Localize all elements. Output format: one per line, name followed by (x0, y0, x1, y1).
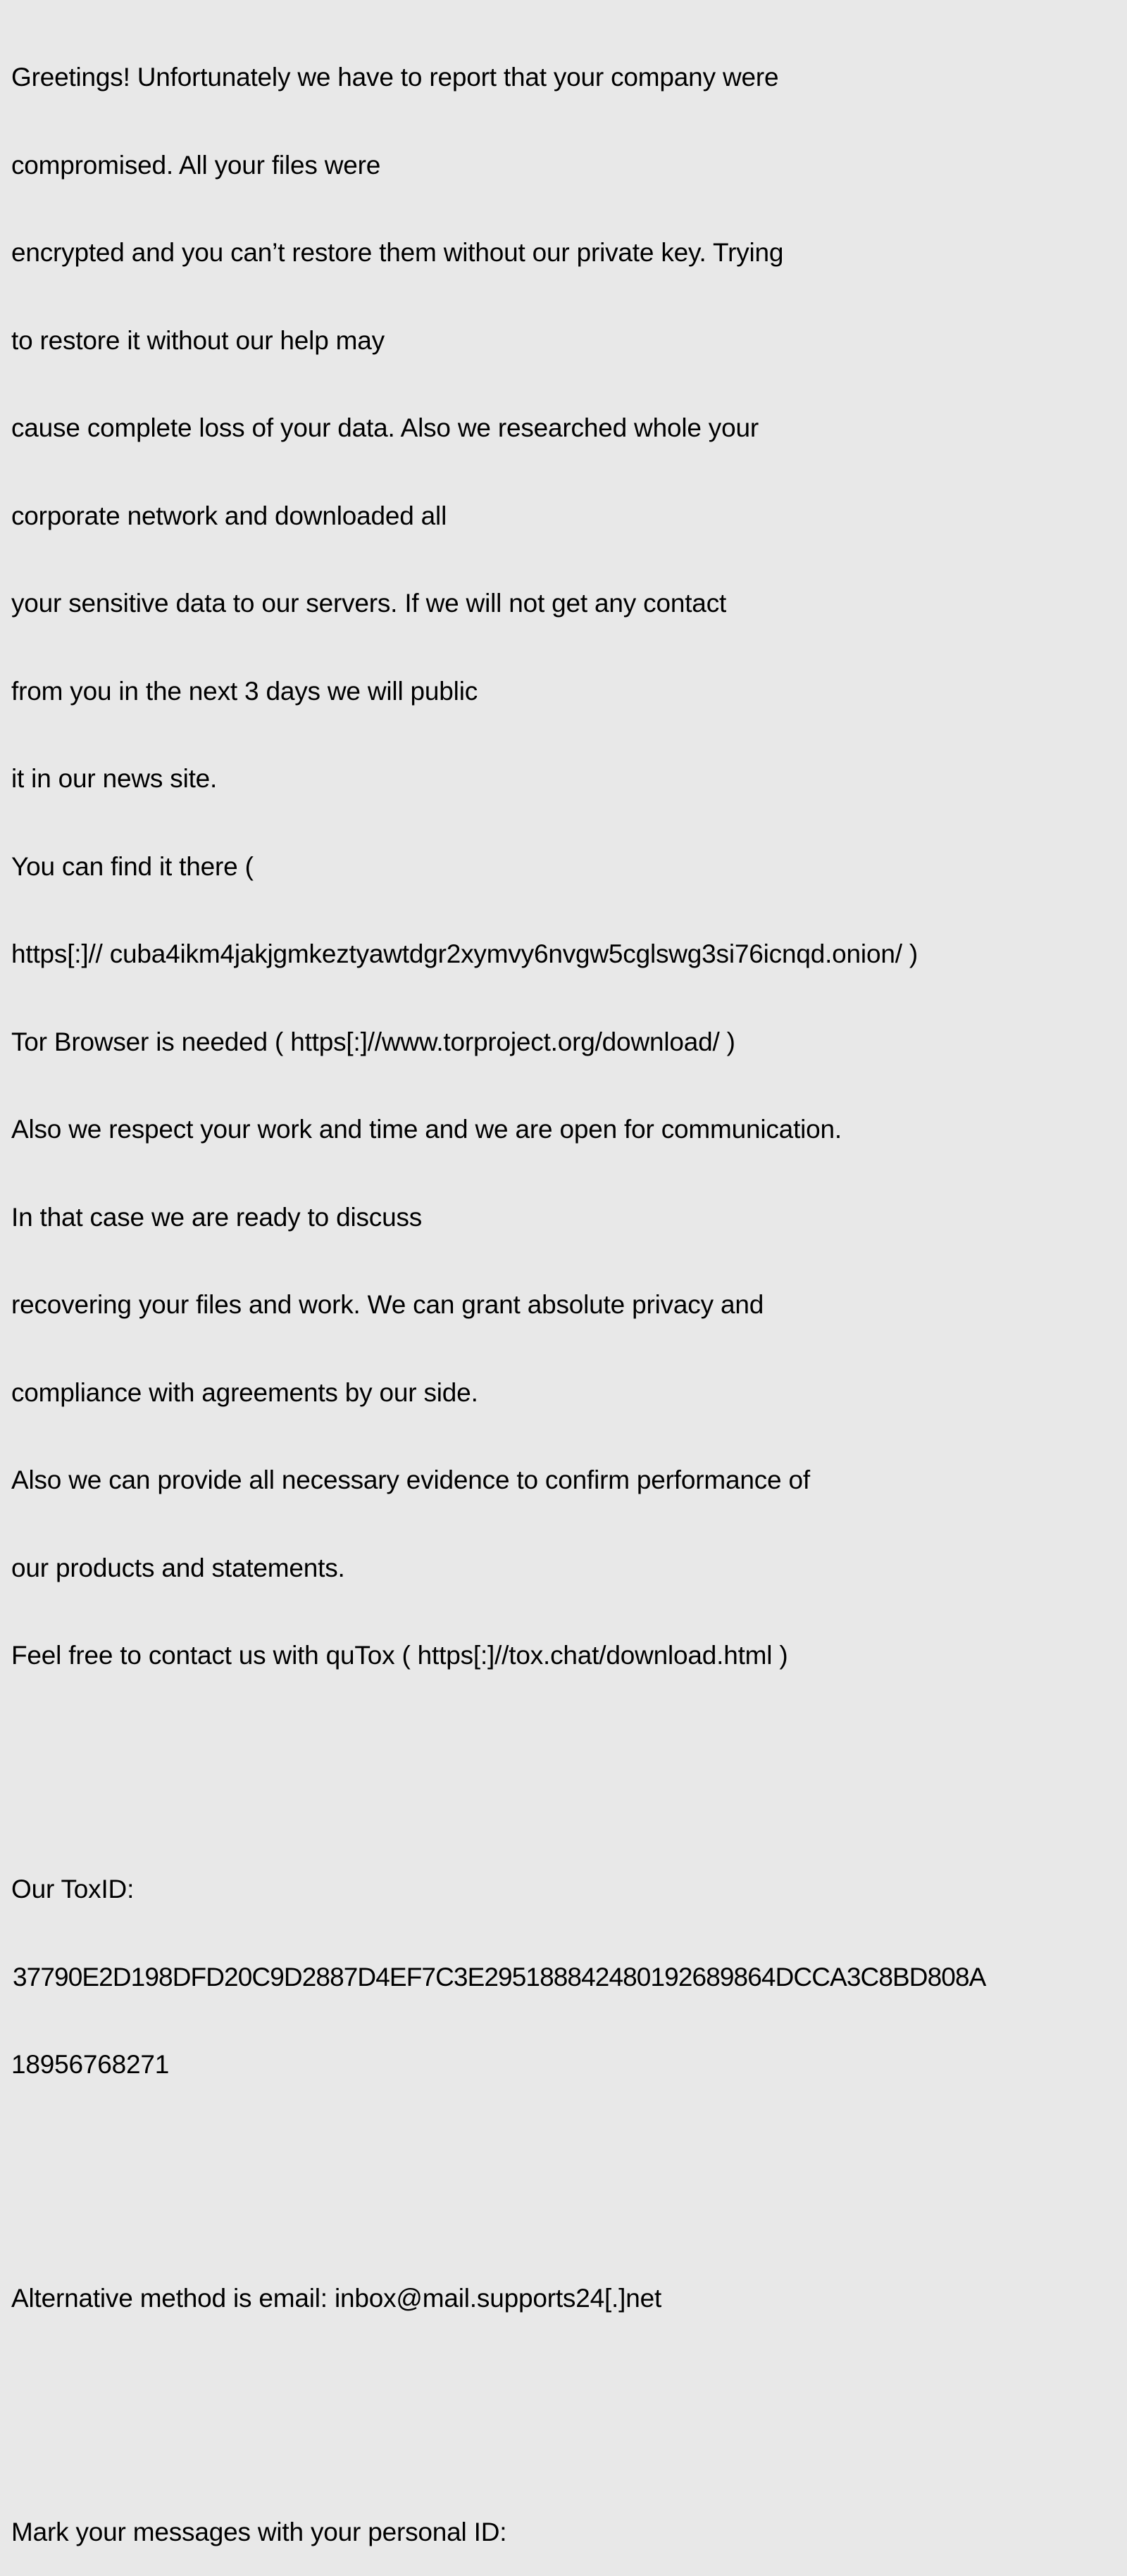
note-line: cause complete loss of your data. Also we researched whole your (11, 413, 759, 442)
note-line: from you in the next 3 days we will public (11, 676, 478, 706)
note-line: You can find it there ( (11, 851, 254, 881)
note-line: compliance with agreements by our side. (11, 1377, 478, 1407)
note-line: In that case we are ready to discuss (11, 1202, 423, 1232)
toxid-value-line-1: 37790E2D198DFD20C9D2887D4EF7C3E295188842480192689864DCCA3C8BD808A (13, 1962, 986, 1992)
personal-id-prompt: Mark your messages with your personal ID: (11, 2518, 507, 2546)
tor-browser-url: Tor Browser is needed ( https[:]//www.torproject.org/download/ ) (11, 1027, 735, 1056)
toxid-value-line-2: 18956768271 (11, 2050, 170, 2079)
onion-site-url: https[:]// cuba4ikm4jakjgmkeztyawtdgr2xymvy6nvgw5cglswg3si76icnqd.onion/ ) (11, 939, 918, 968)
note-line: Also we can provide all necessary evidence to confirm performance of (11, 1465, 810, 1494)
spacer (11, 1758, 1127, 1787)
spacer (11, 2401, 1127, 2430)
alternative-contact-email: Alternative method is email: inbox@mail.supports24[.]net (11, 2284, 662, 2313)
note-line: to restore it without our help may (11, 325, 385, 355)
toxid-label: Our ToxID: (11, 1875, 135, 1903)
spacer (11, 2167, 1127, 2196)
note-line: encrypted and you can’t restore them without our private key. Trying (11, 238, 784, 267)
note-line: our products and statements. (11, 1553, 345, 1582)
tox-download-url: Feel free to contact us with quTox ( https[:]//tox.chat/download.html ) (11, 1641, 788, 1670)
note-line: Also we respect your work and time and we are open for communication. (11, 1115, 842, 1144)
note-line: it in our news site. (11, 764, 218, 793)
note-line: corporate network and downloaded all (11, 501, 447, 530)
note-line: your sensitive data to our servers. If we will not get any contact (11, 589, 727, 618)
note-line: recovering your files and work. We can grant absolute privacy and (11, 1290, 764, 1319)
note-line: compromised. All your files were (11, 150, 381, 180)
note-line: Greetings! Unfortunately we have to report that your company were (11, 63, 779, 92)
